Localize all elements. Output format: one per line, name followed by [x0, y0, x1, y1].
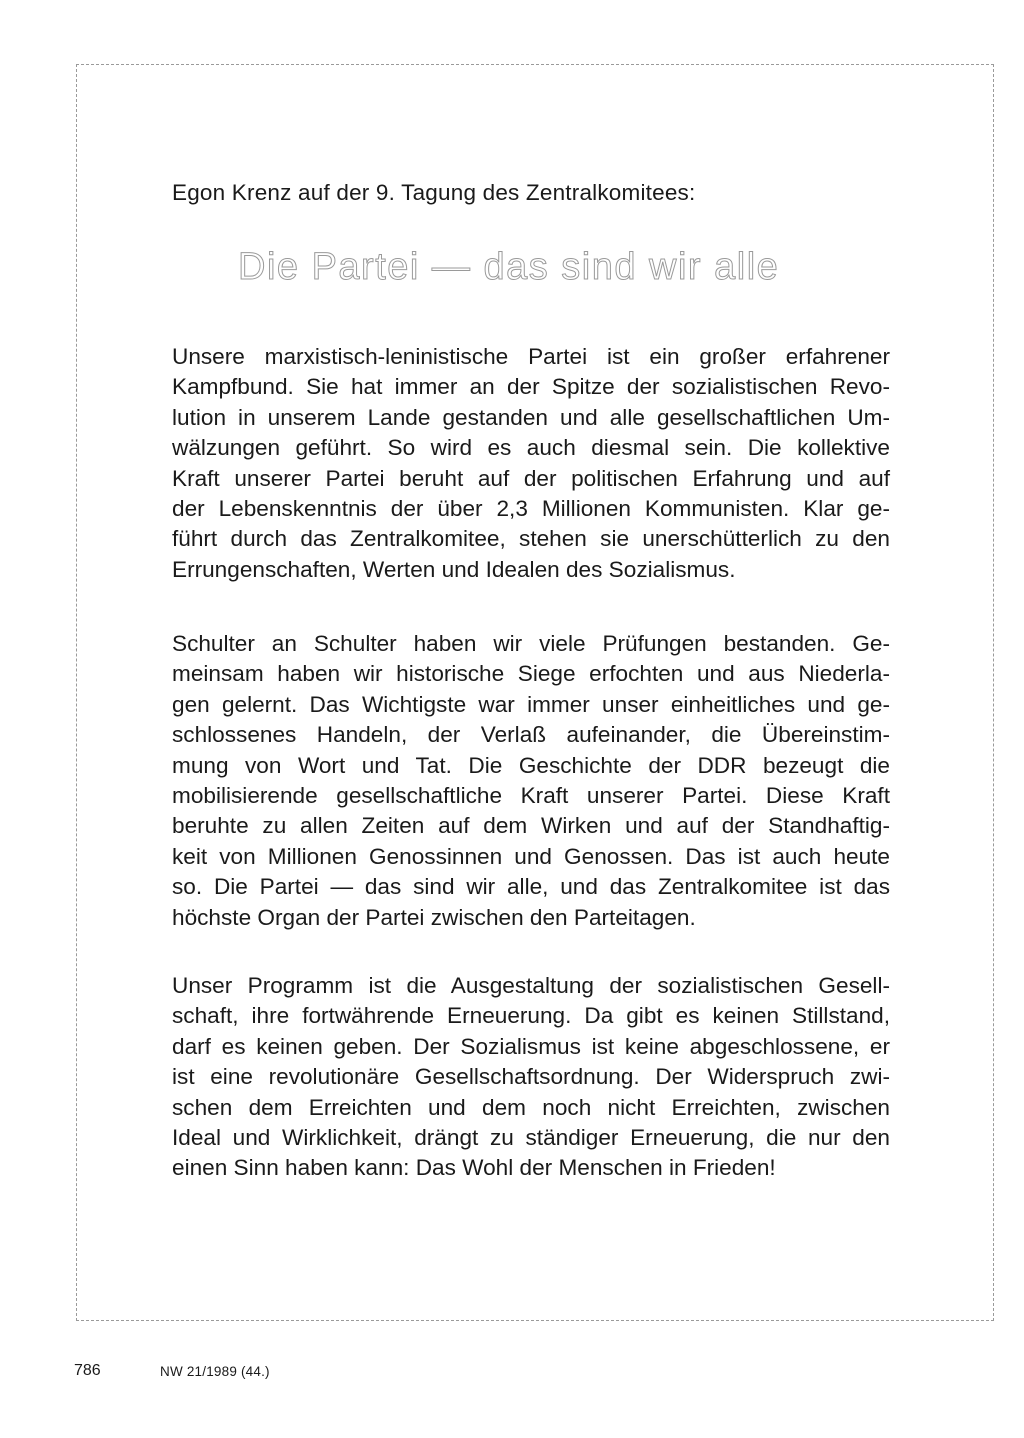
text-line: Errungenschaften, Werten und Idealen des Sozialismus.: [172, 556, 736, 582]
paragraph-2: [172, 629, 890, 933]
text-line: mung von Wort und Tat. Die Geschichte der DDR bezeugt die: [172, 752, 890, 778]
text-line: schen dem Erreichten und dem noch nicht Erreichten, zwischen: [172, 1094, 890, 1120]
text-line: Ideal und Wirklichkeit, drängt zu ständiger Erneuerung, die nur den: [172, 1125, 890, 1151]
text-line: keit von Millionen Genossinnen und Genossen. Das ist auch heute: [172, 843, 890, 869]
paragraph-1: [172, 342, 890, 585]
text-line: meinsam haben wir historische Siege erfochten und aus Niederla-: [172, 661, 890, 687]
text-line: Unser Programm ist die Ausgestaltung der sozialistischen Gesell-: [172, 973, 890, 998]
paragraph-3: [172, 971, 890, 1184]
text-line: beruhte zu allen Zeiten auf dem Wirken und auf der Standhaftig-: [172, 813, 890, 839]
text-line: Unsere marxistisch-leninistische Partei ist ein großer erfahrener: [172, 344, 890, 369]
page-number: 786: [74, 1362, 101, 1379]
issue-reference: NW 21/1989 (44.): [160, 1364, 270, 1379]
text-line: gen gelernt. Das Wichtigste war immer unser einheitliches und ge-: [172, 691, 890, 717]
article-subtitle: Egon Krenz auf der 9. Tagung des Zentralkomitees:: [172, 180, 696, 205]
text-line: lution in unserem Lande gestanden und alle gesellschaftlichen Um-: [172, 404, 890, 430]
text-line: wälzungen geführt. So wird es auch diesmal sein. Die kollektive: [172, 435, 890, 461]
text-line: darf es keinen geben. Der Sozialismus ist keine abgeschlossene, er: [172, 1033, 890, 1059]
text-line: so. Die Partei — das sind wir alle, und das Zentralkomitee ist das: [172, 874, 890, 900]
text-line: führt durch das Zentralkomitee, stehen sie unerschütterlich zu den: [172, 526, 890, 552]
text-line: der Lebenskenntnis der über 2,3 Millionen Kommunisten. Klar ge-: [172, 496, 890, 522]
text-line: Kraft unserer Partei beruht auf der politischen Erfahrung und auf: [172, 465, 890, 491]
text-line: mobilisierende gesellschaftliche Kraft unserer Partei. Diese Kraft: [172, 783, 890, 809]
text-line: schlossenes Handeln, der Verlaß aufeinander, die Übereinstim-: [172, 722, 890, 748]
text-line: ist eine revolutionäre Gesellschaftsordnung. Der Widerspruch zwi-: [172, 1064, 890, 1090]
text-line: einen Sinn haben kann: Das Wohl der Menschen in Frieden!: [172, 1155, 776, 1181]
text-line: Kampfbund. Sie hat immer an der Spitze der sozialistischen Revo-: [172, 374, 890, 400]
text-line: höchste Organ der Partei zwischen den Parteitagen.: [172, 904, 696, 930]
text-line: Schulter an Schulter haben wir viele Prüfungen bestanden. Ge-: [172, 631, 890, 656]
text-line: schaft, ihre fortwährende Erneuerung. Da gibt es keinen Stillstand,: [172, 1003, 890, 1029]
article-headline: Die Partei — das sind wir alle: [238, 246, 780, 288]
